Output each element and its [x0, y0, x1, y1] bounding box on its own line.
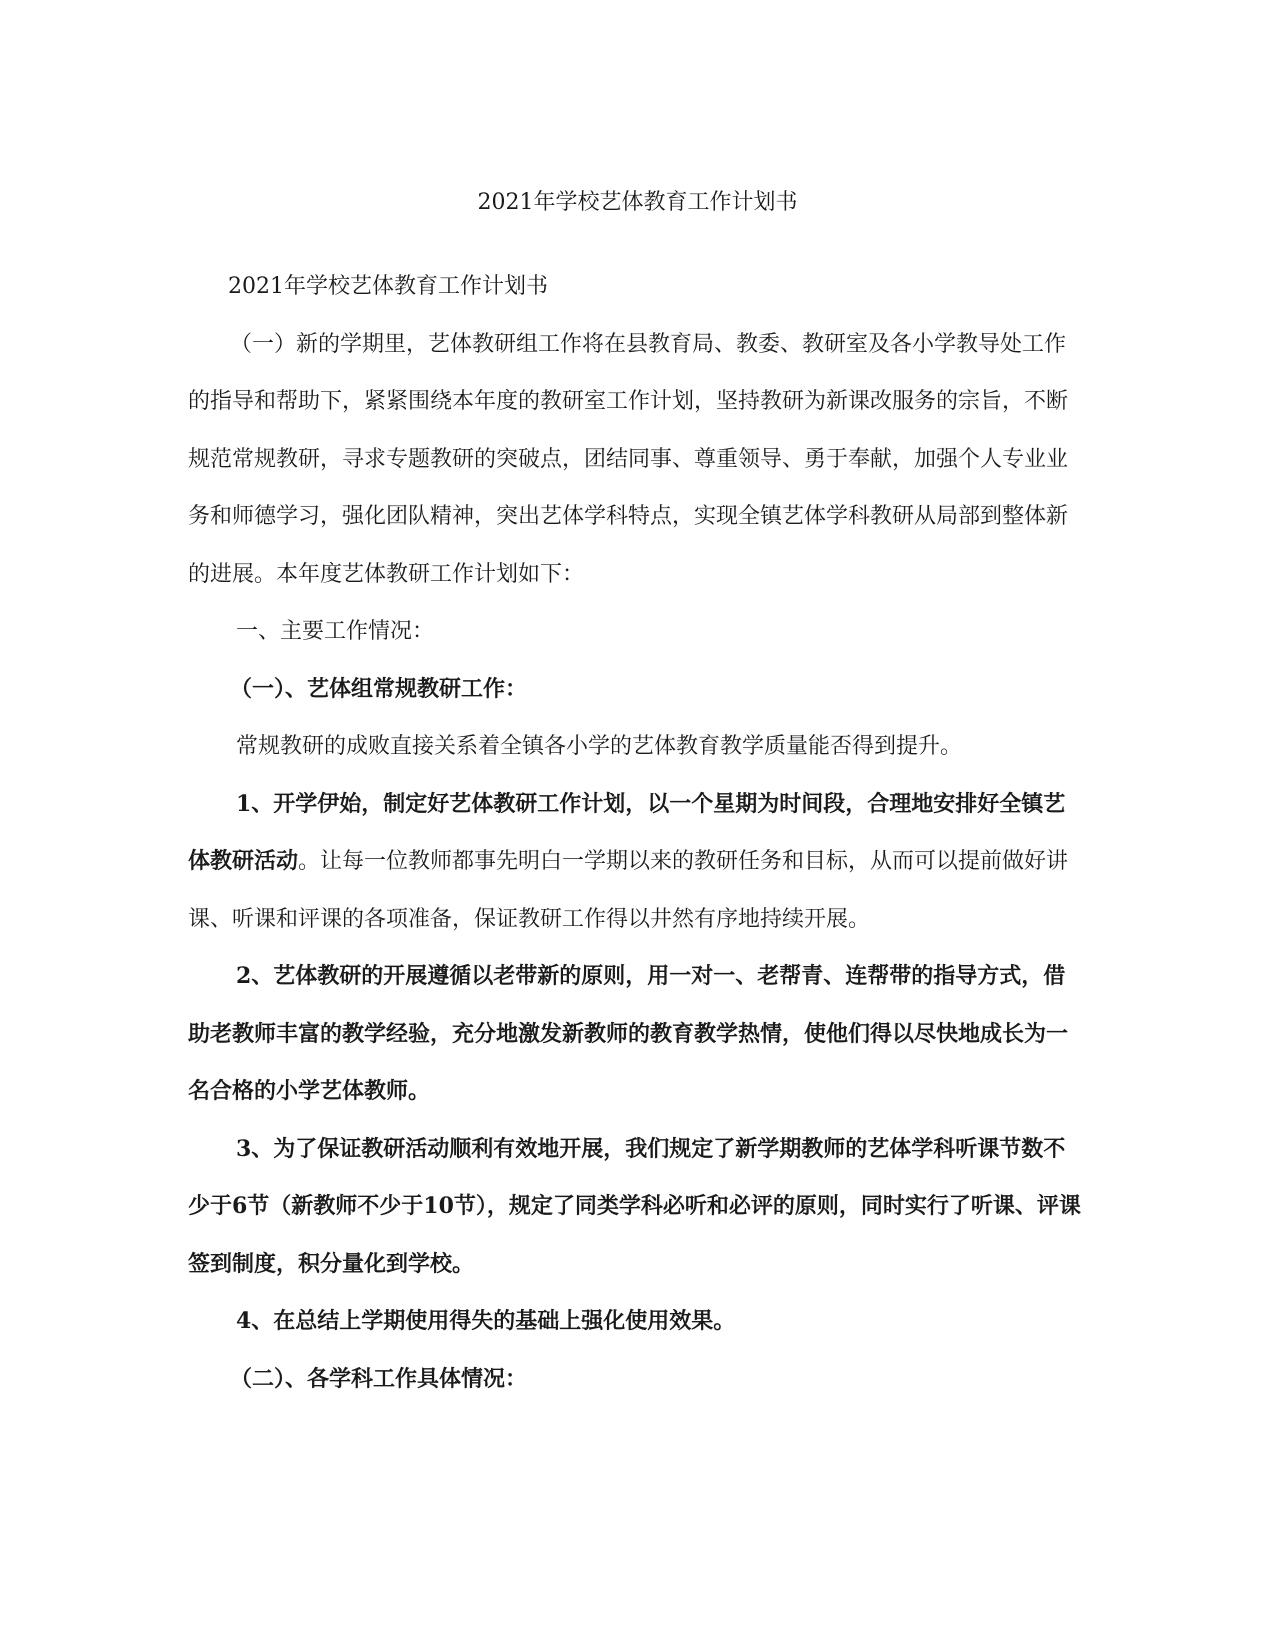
paragraph-routine-summary: 常规教研的成败直接关系着全镇各小学的艺体教育教学质量能否得到提升。	[236, 734, 963, 759]
document-title: 2021年学校艺体教育工作计划书	[477, 190, 798, 215]
list-item-1	[188, 776, 1086, 949]
document-subtitle: 2021年学校艺体教育工作计划书	[228, 274, 548, 299]
list-item-2: 2、艺体教研的开展遵循以老带新的原则，用一对一、老帮青、连帮带的指导方式，借助老教师丰富的教学经验，充分地激发新教师的教育教学热情，使他们得以尽快地成长为一名合格的小学艺体教师。	[188, 963, 1069, 1104]
list-item-1-rest: 。让每一位教师都事先明白一学期以来的教研任务和目标，从而可以提前做好讲课、听课和评课的各项准备，保证教研工作得以井然有序地持续开展。	[188, 849, 1069, 932]
heading-subjects: （二）、各学科工作具体情况：	[230, 1365, 528, 1392]
list-item-1-bold: 1、开学伊始，制定好艺体教研工作计划，以一个星期为时间段，合理地安排好全镇艺体教研活动	[188, 790, 1066, 874]
list-item-4: 4、在总结上学期使用得失的基础上强化使用效果。	[236, 1308, 736, 1334]
heading-main-work: 一、主要工作情况：	[236, 619, 435, 644]
paragraph-intro: （一）新的学期里，艺体教研组工作将在县教育局、教委、教研室及各小学教导处工作的指导和帮助下，紧紧围绕本年度的教研室工作计划，坚持教研为新课改服务的宗旨，不断规范常规教研，寻求专题教研的突破点，团结同事、尊重领导、勇于奉献，加强个人专业业务和师德学习，强化团队精神，突出艺体学科特点，实现全镇艺体学科教研从局部到整体新的进展。本年度艺体教研工作计划如下：	[188, 331, 1069, 587]
document-body	[188, 258, 1086, 1408]
heading-routine-research: （一）、艺体组常规教研工作：	[230, 675, 528, 702]
list-item-3: 3、为了保证教研活动顺利有效地开展，我们规定了新学期教师的艺体学科听课节数不少于6节（新教师不少于10节），规定了同类学科必听和必评的原则，同时实行了听课、评课签到制度，积分量化到学校。	[188, 1135, 1081, 1277]
